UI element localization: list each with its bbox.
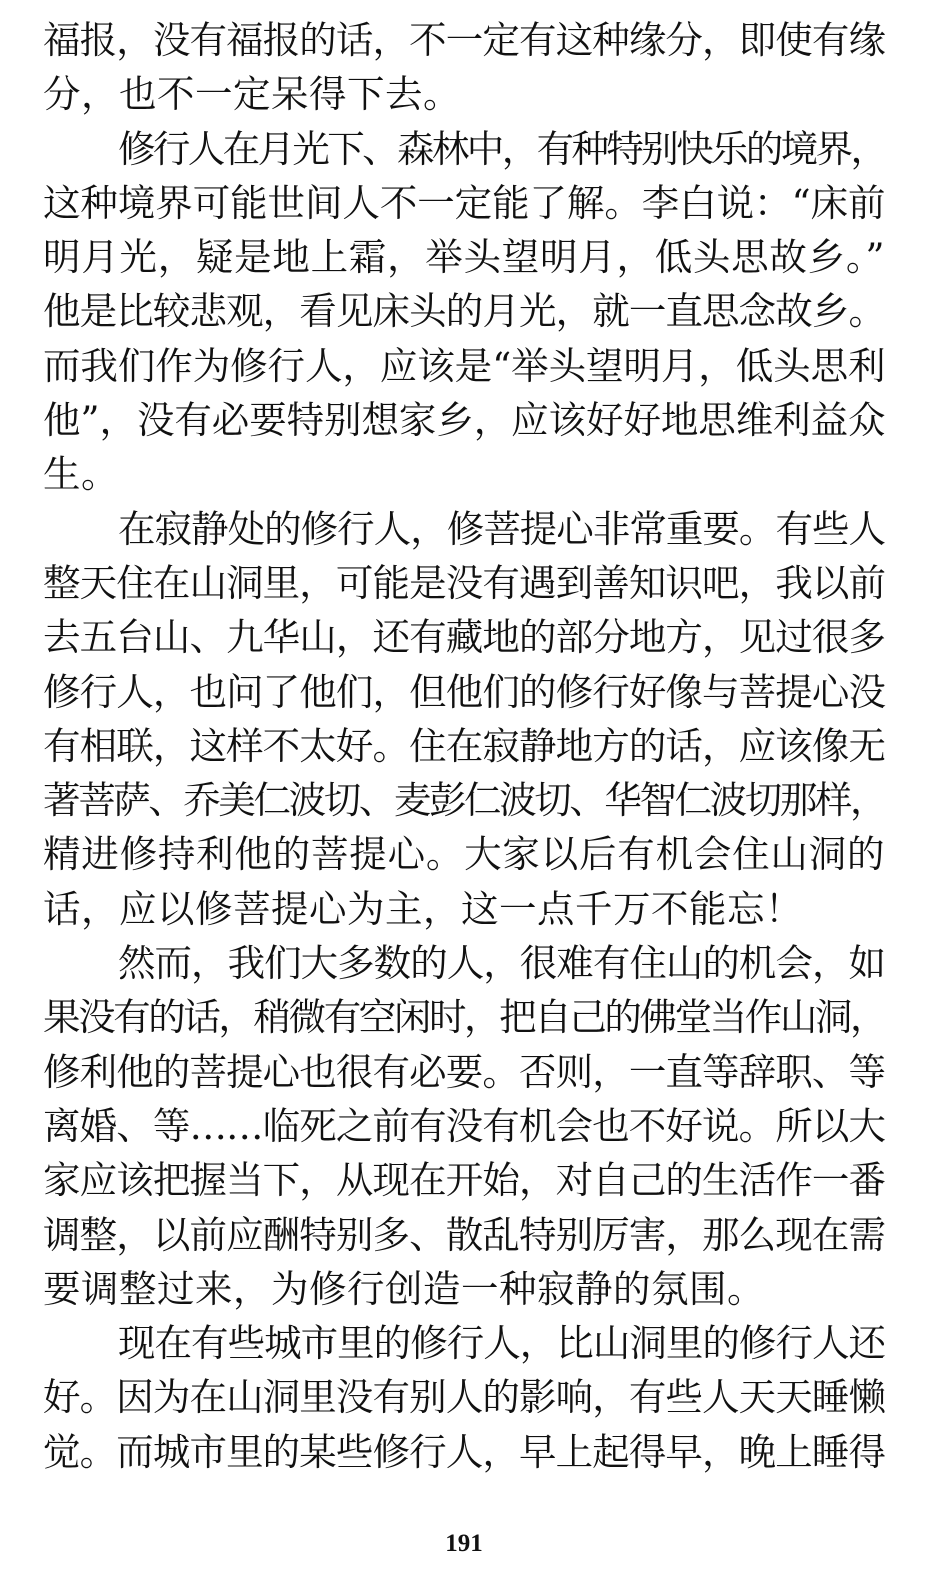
text-line: 分，也不一定呆得下去。	[43, 72, 461, 117]
text-line: 果没有的话，稍微有空闲时，把自己的佛堂当作山洞，	[43, 995, 885, 1040]
paragraph-2	[43, 122, 885, 502]
text-line: 整天住在山洞里，可能是没有遇到善知识吧，我以前	[43, 560, 885, 605]
text-line: 他是比较悲观，看见床头的月光，就一直思念故乡。	[43, 289, 885, 334]
text-line: 这种境界可能世间人不一定能了解。李白说：“床前	[43, 180, 885, 225]
text-line: 家应该把握当下，从现在开始，对自己的生活作一番	[43, 1158, 885, 1203]
text-line: 调整，以前应酬特别多、散乱特别厉害，那么现在需	[43, 1212, 885, 1257]
text-line: 然而，我们大多数的人，很难有住山的机会，如	[118, 941, 885, 986]
text-line: 话，应以修菩提心为主，这一点千万不能忘！	[43, 886, 803, 931]
text-line: 修行人在月光下、森林中，有种特别快乐的境界，	[118, 126, 885, 171]
paragraph-4	[43, 936, 885, 1316]
paragraph-5	[43, 1316, 885, 1479]
text-line: 他”，没有必要特别想家乡，应该好好地思维利益众	[43, 398, 885, 443]
page-number: 191	[445, 1530, 483, 1557]
text-line: 福报，没有福报的话，不一定有这种缘分，即使有缘	[43, 18, 885, 62]
paragraph-1	[43, 13, 885, 122]
body-text	[43, 13, 885, 1479]
text-line: 在寂静处的修行人，修菩提心非常重要。有些人	[118, 506, 885, 551]
text-line: 精进修持利他的菩提心。大家以后有机会住山洞的	[43, 832, 885, 877]
text-line: 而我们作为修行人，应该是“举头望明月，低头思利	[43, 343, 885, 388]
text-line: 去五台山、九华山，还有藏地的部分地方，见过很多	[43, 615, 885, 660]
text-line: 生。	[43, 452, 119, 497]
text-line: 修行人，也问了他们，但他们的修行好像与菩提心没	[43, 669, 885, 714]
paragraph-3	[43, 502, 885, 936]
text-line: 现在有些城市里的修行人，比山洞里的修行人还	[118, 1321, 885, 1366]
text-line: 有相联，这样不太好。住在寂静地方的话，应该像无	[43, 723, 885, 768]
text-line: 好。因为在山洞里没有别人的影响，有些人天天睡懒	[43, 1375, 885, 1420]
text-line: 要调整过来，为修行创造一种寂静的氛围。	[43, 1266, 765, 1311]
text-line: 著菩萨、乔美仁波切、麦彭仁波切、华智仁波切那样，	[43, 778, 885, 823]
text-line: 明月光，疑是地上霜，举头望明月，低头思故乡。”	[43, 235, 885, 280]
text-line: 修利他的菩提心也很有必要。否则，一直等辞职、等	[43, 1049, 885, 1094]
text-line: 离婚、等……临死之前有没有机会也不好说。所以大	[43, 1103, 885, 1148]
text-line: 觉。而城市里的某些修行人，早上起得早，晚上睡得	[43, 1429, 885, 1474]
